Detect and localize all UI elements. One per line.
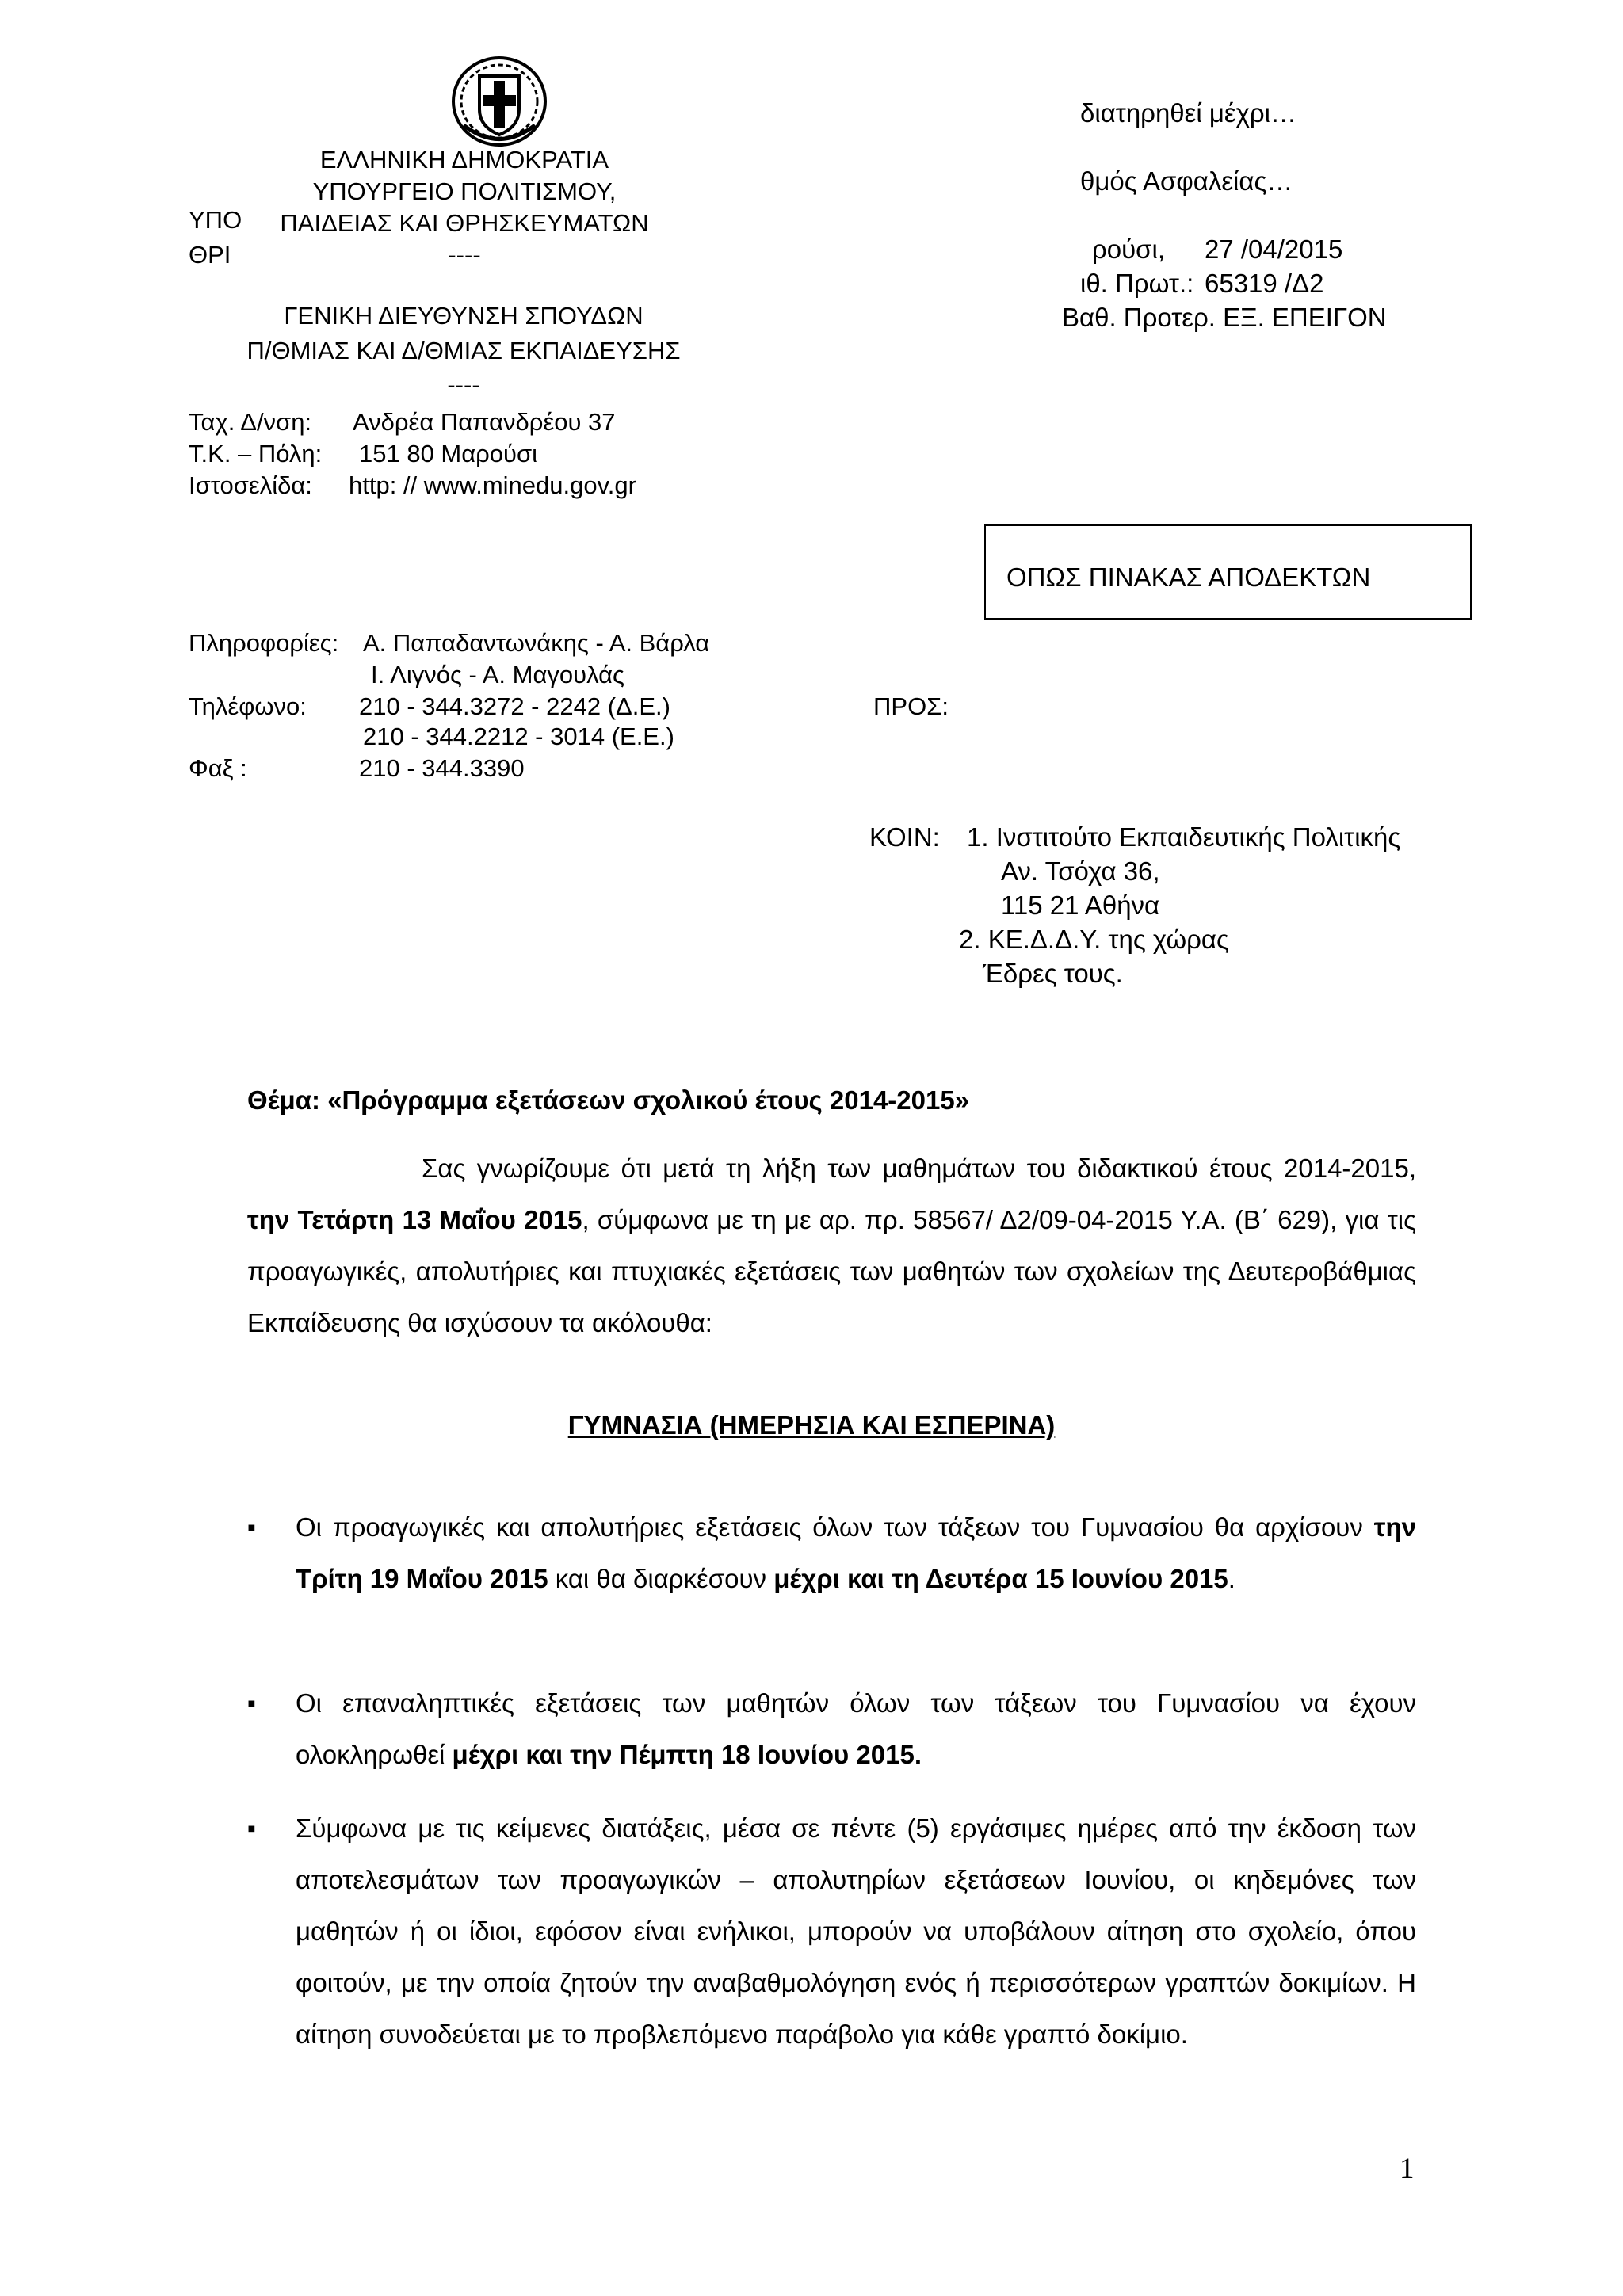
bullet-item-1 <box>296 1501 1416 1604</box>
intro-date-bold: την Τετάρτη 13 Μαΐου 2015 <box>247 1205 582 1234</box>
cc-label: ΚΟΙΝ: <box>869 822 940 852</box>
b1-text-a: Οι προαγωγικές και απολυτήριες εξετάσεις όλων των τάξεων του Γυμνασίου θα αρχίσουν <box>296 1512 1363 1542</box>
bullet-item-2 <box>296 1677 1416 1780</box>
department-line2: Π/ΘΜΙΑΣ ΚΑΙ Δ/ΘΜΙΑΣ ΕΚΠΑΙΔΕΥΣΗΣ <box>246 337 681 364</box>
b1-date-end: μέχρι και τη Δευτέρα 15 Ιουνίου 2015 <box>773 1564 1228 1593</box>
phone-label: Τηλέφωνο: <box>189 692 307 720</box>
priority: Βαθ. Προτερ. ΕΞ. ΕΠΕΙΓΟΝ <box>1062 303 1387 332</box>
bullet-marker-2: ▪ <box>247 1689 256 1717</box>
city-label: Τ.Κ. – Πόλη: <box>189 440 323 467</box>
b2-text-a: Οι επαναληπτικές εξετάσεις των μαθητών όλων των τάξεων του Γυμνασίου να έχουν ολοκληρωθεί <box>296 1688 1416 1769</box>
cc-item1: 1. Ινστιτούτο Εκπαιδευτικής Πολιτικής <box>967 822 1401 852</box>
intro-text-1: Σας γνωρίζουμε ότι μετά τη λήξη των μαθημάτων του διδακτικού έτους 2014-2015, <box>422 1154 1416 1183</box>
header-overlap-bottom: ΘΡΙ <box>189 241 231 269</box>
header-ministry-line1: ΥΠΟΥΡΓΕΙΟ ΠΟΛΙΤΙΣΜΟΥ, <box>242 179 686 204</box>
fax-label: Φαξ : <box>189 754 247 782</box>
website-label: Ιστοσελίδα: <box>189 471 312 499</box>
cc-item1-addr2: 115 21 Αθήνα <box>1001 891 1160 920</box>
website-value: http: // www.minedu.gov.gr <box>349 471 636 499</box>
place: ρούσι, <box>1092 235 1166 264</box>
phone-line1: 210 - 344.3272 - 2242 (Δ.Ε.) <box>359 692 670 720</box>
protocol-number: 65319 /Δ2 <box>1205 269 1324 298</box>
header-overlap-top: ΥΠΟ <box>189 206 242 234</box>
bullet-marker-3: ▪ <box>247 1814 256 1842</box>
subject-line: Θέμα: «Πρόγραμμα εξετάσεων σχολικού έτους 2014-2015» <box>247 1085 970 1115</box>
info-line2: Ι. Λιγνός - Α. Μαγουλάς <box>371 661 624 688</box>
address-value: Ανδρέα Παπανδρέου 37 <box>353 408 616 436</box>
city-value: 151 80 Μαρούσι <box>359 440 538 467</box>
fax-number: 210 - 344.3390 <box>359 754 525 782</box>
bullet-item-3: Σύμφωνα με τις κείμενες διατάξεις, μέσα σε πέντε (5) εργάσιμες ημέρες από την έκδοση των αποτελεσμάτων των προαγωγικών – απολυτηρίων εξετάσεων Ιουνίου, οι κηδεμόνες των μαθητών ή οι ίδιοι, εφόσον είναι ενήλικοι, μπορούν να υποβάλουν αίτηση στο σχολείο, όπου φοιτούν, με την οποία ζητούν την αναβαθμολόγηση ενός ή περισσότερων γραπτών δοκιμίων. Η αίτηση συνοδεύεται με το προβλεπόμενο παράβολο για κάθε γραπτό δοκίμιο. <box>296 1814 1416 2049</box>
recipients-box <box>984 524 1472 620</box>
section-heading: ΓΥΜΝΑΣΙΑ (ΗΜΕΡΗΣΙΑ ΚΑΙ ΕΣΠΕΡΙΝΑ) <box>567 1410 1056 1440</box>
b1-text-c: και θα διαρκέσουν <box>555 1564 767 1593</box>
department-dash: ---- <box>447 371 480 399</box>
bullet-marker-1: ▪ <box>247 1513 256 1541</box>
document-date: 27 /04/2015 <box>1205 235 1343 264</box>
cc-item1-addr1: Αν. Τσόχα 36, <box>1001 856 1160 886</box>
address-label: Ταχ. Δ/νση: <box>189 408 312 436</box>
intro-paragraph <box>247 1142 1416 1348</box>
cc-item2: 2. ΚΕ.Δ.Δ.Υ. της χώρας <box>959 925 1229 954</box>
protocol-label: ιθ. Πρωτ.: <box>1080 269 1194 298</box>
info-label: Πληροφορίες: <box>189 629 339 657</box>
recipients-text: ΟΠΩΣ ΠΙΝΑΚΑΣ ΑΠΟΔΕΚΤΩΝ <box>1006 563 1371 592</box>
header-ministry-line2: ΠΑΙΔΕΙΑΣ ΚΑΙ ΘΡΗΣΚΕΥΜΑΤΩΝ <box>242 211 686 235</box>
b2-date: μέχρι και την Πέμπτη 18 Ιουνίου 2015. <box>452 1740 922 1769</box>
info-line1: Α. Παπαδαντωνάκης - Α. Βάρλα <box>363 629 710 657</box>
coat-of-arms-emblem <box>448 54 551 147</box>
department-line1: ΓΕΝΙΚΗ ΔΙΕΥΘΥΝΣΗ ΣΠΟΥΔΩΝ <box>284 302 643 330</box>
b1-period: . <box>1228 1564 1235 1593</box>
to-label: ΠΡΟΣ: <box>873 692 949 720</box>
kept-until: διατηρηθεί μέχρι… <box>1080 98 1297 128</box>
intro-text-2: , σύμφωνα με τη με αρ. πρ. 58567/ Δ2/09-04-2015 Υ.Α. (Β΄ 629), για τις προαγωγικές, απολυτήριες και πτυχιακές εξετάσεις των μαθητών των σχολείων της Δευτεροβάθμιας Εκπαίδευσης θα ισχύσουν τα ακόλουθα: <box>247 1205 1416 1337</box>
phone-line2: 210 - 344.2212 - 3014 (Ε.Ε.) <box>363 723 674 750</box>
page-number: 1 <box>1400 2153 1415 2185</box>
header-republic: ΕΛΛΗΝΙΚΗ ΔΗΜΟΚΡΑΤΙΑ <box>242 147 686 172</box>
security-level: θμός Ασφαλείας… <box>1080 166 1293 196</box>
cc-item2-addr: Έδρες τους. <box>983 959 1123 988</box>
b1-date-start: την Τρίτη 19 Μαΐου 2015 <box>296 1512 1416 1593</box>
header-dash: ---- <box>242 242 686 267</box>
